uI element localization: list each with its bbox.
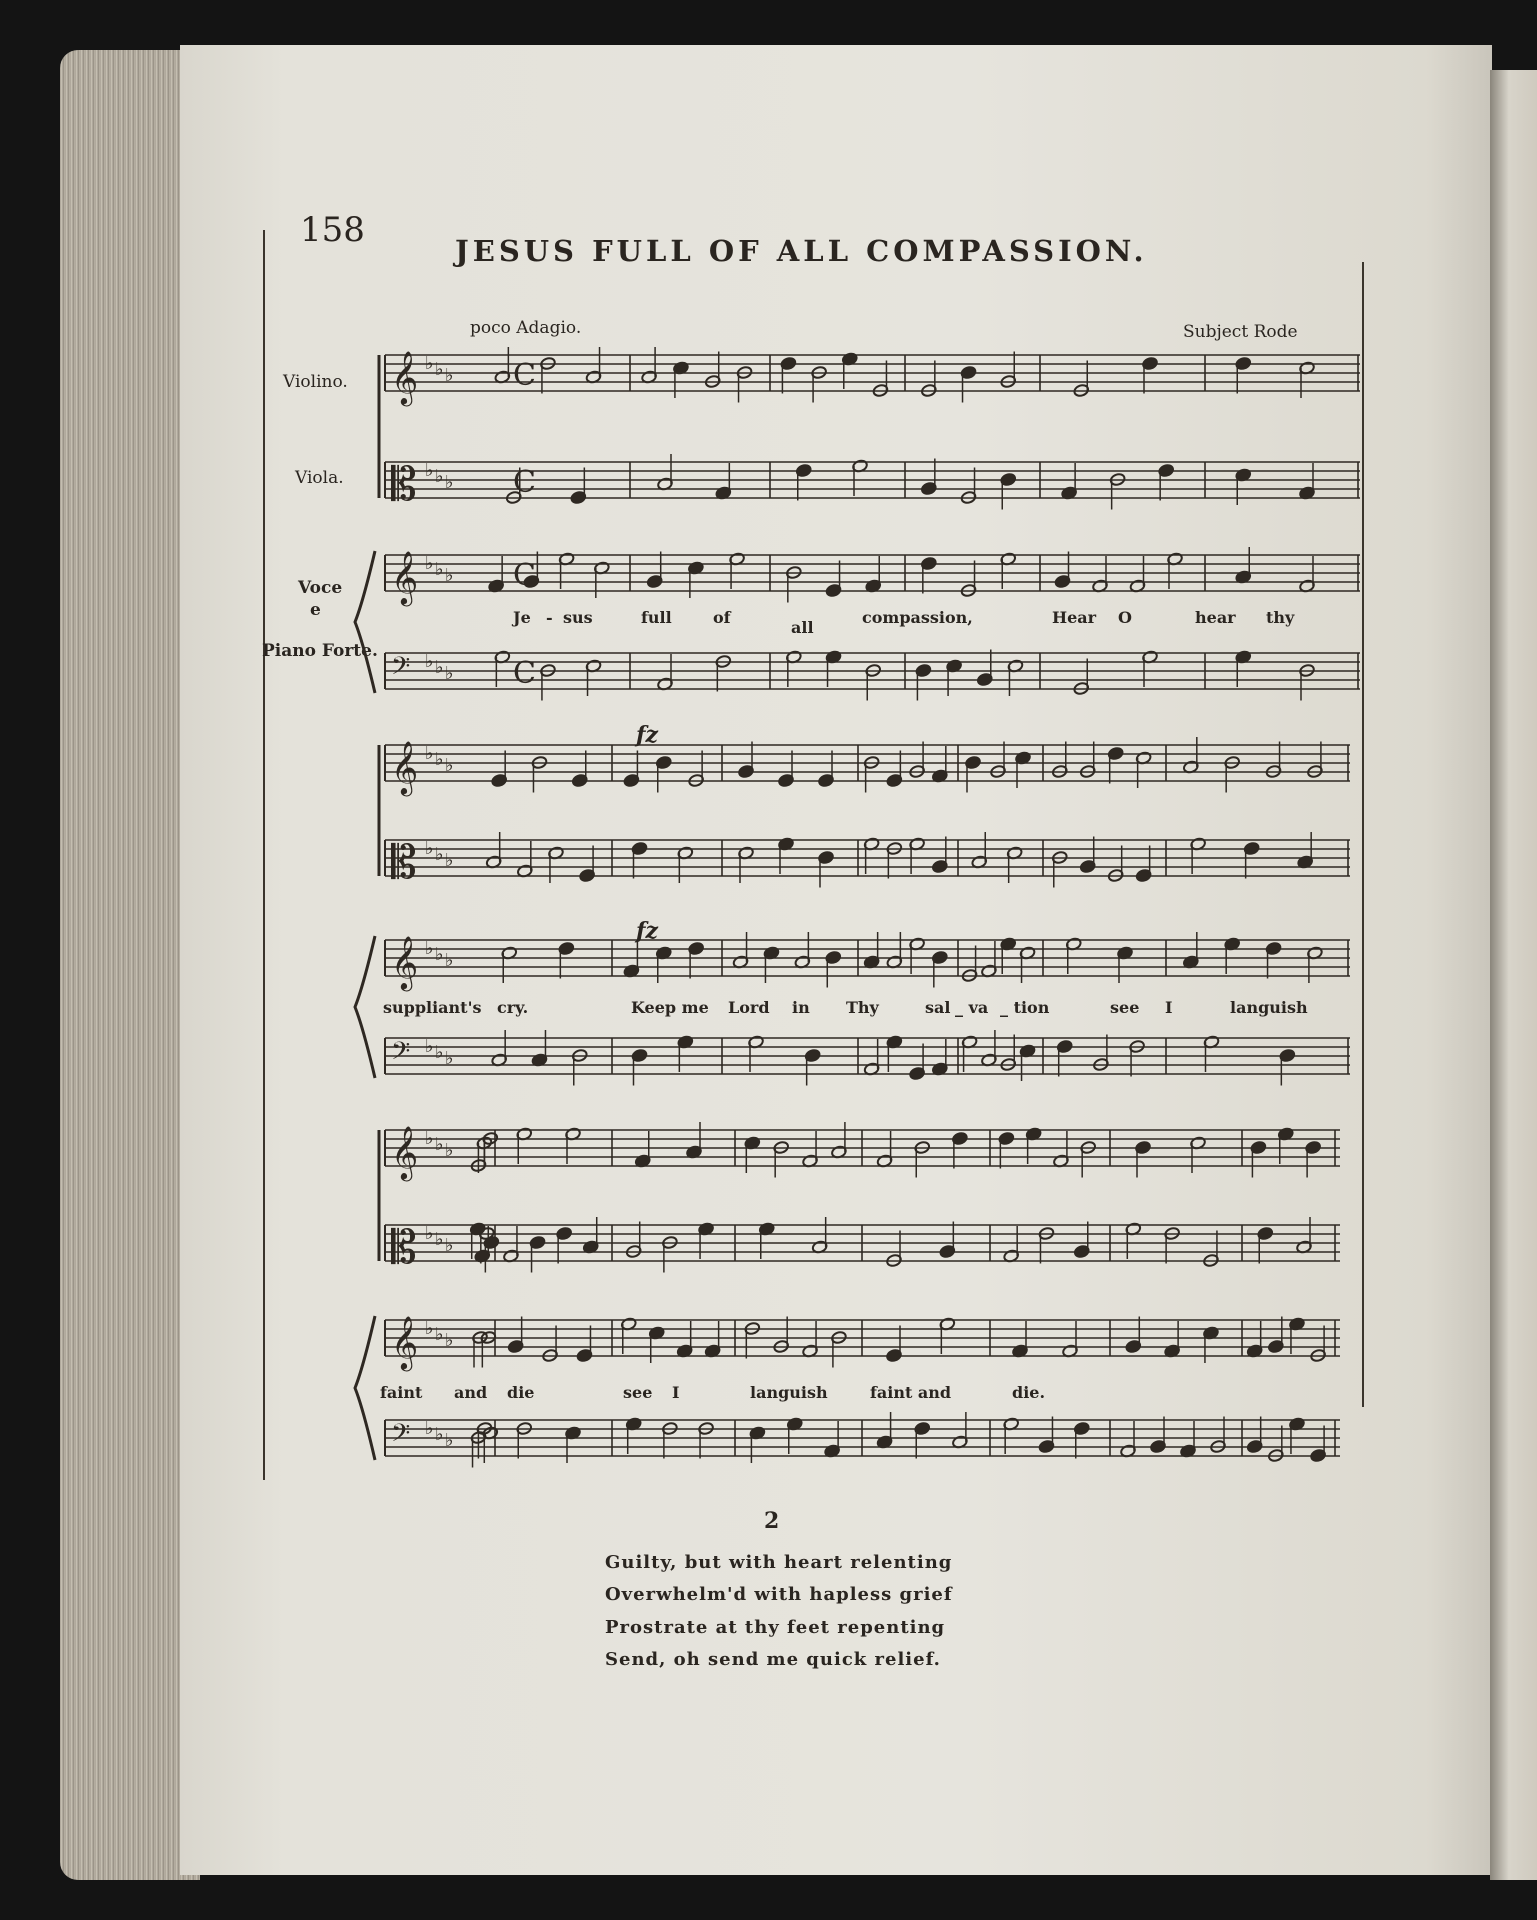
flat-icon: ♭ — [445, 755, 454, 776]
flat-icon: ♭ — [425, 743, 434, 764]
lyric: Keep me — [631, 998, 709, 1017]
lyric: Je — [513, 608, 531, 627]
flat-icon: ♭ — [445, 1140, 454, 1161]
flat-icon: ♭ — [445, 1430, 454, 1451]
lyric: compassion, — [862, 608, 973, 627]
part-label-piano-forte: Piano Forte. — [262, 641, 378, 661]
alto-clef-icon: 𝄡 — [391, 835, 417, 889]
verse-line: Send, oh send me quick relief. — [605, 1649, 941, 1670]
flat-icon: ♭ — [445, 663, 454, 684]
subject-credit: Subject Rode — [1183, 322, 1298, 342]
flat-icon: ♭ — [425, 353, 434, 374]
flat-icon: ♭ — [425, 1223, 434, 1244]
part-label-voce: Voce — [298, 578, 343, 598]
lyric: Thy — [846, 998, 879, 1017]
lyric: languish — [750, 1383, 828, 1402]
verse-line: Overwhelm'd with hapless grief — [605, 1584, 953, 1605]
flat-icon: ♭ — [445, 472, 454, 493]
flat-icon: ♭ — [435, 1424, 444, 1445]
lyric: hear — [1195, 608, 1236, 627]
part-label-viola: Viola. — [295, 468, 344, 488]
lyric: Lord — [728, 998, 770, 1017]
lyric: languish — [1230, 998, 1308, 1017]
lyric: - — [546, 608, 553, 627]
flat-icon: ♭ — [425, 1128, 434, 1149]
flat-icon: ♭ — [435, 1134, 444, 1155]
lyric: see — [623, 1383, 653, 1402]
treble-clef-icon: 𝄞 — [391, 740, 419, 794]
verse-number: 2 — [764, 1508, 780, 1534]
lyric: all — [791, 618, 814, 637]
lyric: I — [1165, 998, 1173, 1017]
flat-icon: ♭ — [435, 844, 444, 865]
lyric: thy — [1266, 608, 1295, 627]
bass-clef-icon: 𝄢 — [391, 1037, 411, 1072]
treble-clef-icon: 𝄞 — [391, 935, 419, 989]
flat-icon: ♭ — [445, 1235, 454, 1256]
verse-line: Prostrate at thy feet repenting — [605, 1617, 946, 1638]
lyric: Hear — [1052, 608, 1097, 627]
flat-icon: ♭ — [425, 1318, 434, 1339]
dynamic-fz-voice: fz — [636, 918, 658, 944]
brace-icon — [355, 551, 375, 693]
common-time-icon: C — [513, 358, 536, 393]
flat-icon: ♭ — [435, 359, 444, 380]
bass-clef-icon: 𝄢 — [391, 652, 411, 687]
brace-icon — [355, 1316, 375, 1460]
flat-icon: ♭ — [425, 938, 434, 959]
flat-icon: ♭ — [435, 657, 444, 678]
flat-icon: ♭ — [435, 944, 444, 965]
flat-icon: ♭ — [445, 850, 454, 871]
lyric: sus — [563, 608, 593, 627]
flat-icon: ♭ — [425, 1036, 434, 1057]
lyric: die. — [1012, 1383, 1046, 1402]
common-time-icon: C — [513, 465, 536, 500]
lyric: in — [792, 998, 810, 1017]
lyric: die — [507, 1383, 535, 1402]
alto-clef-icon: 𝄡 — [391, 1220, 417, 1274]
lyric: sal — [925, 998, 951, 1017]
flat-icon: ♭ — [445, 1330, 454, 1351]
lyric: _ va — [955, 998, 989, 1017]
flat-icon: ♭ — [445, 565, 454, 586]
flat-icon: ♭ — [435, 1042, 444, 1063]
common-time-icon: C — [513, 558, 536, 593]
bass-clef-icon: 𝄢 — [391, 1419, 411, 1454]
flat-icon: ♭ — [445, 950, 454, 971]
lyric: faint — [380, 1383, 423, 1402]
brace-icon — [355, 936, 375, 1078]
part-label-violino: Violino. — [283, 372, 348, 392]
lyric: and — [454, 1383, 488, 1402]
lyric: I — [672, 1383, 680, 1402]
alto-clef-icon: 𝄡 — [391, 457, 417, 511]
lyric: of — [713, 608, 731, 627]
page-number: 158 — [300, 210, 365, 250]
lyric: cry. — [497, 998, 529, 1017]
lyric: O — [1118, 608, 1132, 627]
part-label-e: e — [310, 600, 321, 620]
lyric: suppliant's — [383, 998, 482, 1017]
song-title: JESUS FULL OF ALL COMPASSION. — [455, 234, 1148, 268]
lyric: see — [1110, 998, 1140, 1017]
flat-icon: ♭ — [425, 1418, 434, 1439]
tempo-marking: poco Adagio. — [470, 318, 582, 338]
dynamic-fz-violin: fz — [636, 722, 658, 748]
common-time-icon: C — [513, 656, 536, 691]
flat-icon: ♭ — [445, 365, 454, 386]
lyric: faint and — [870, 1383, 952, 1402]
flat-icon: ♭ — [425, 651, 434, 672]
flat-icon: ♭ — [425, 553, 434, 574]
flat-icon: ♭ — [435, 466, 444, 487]
lyric: _ tion — [1000, 998, 1050, 1017]
verse-line: Guilty, but with heart relenting — [605, 1552, 953, 1573]
flat-icon: ♭ — [445, 1048, 454, 1069]
flat-icon: ♭ — [435, 1229, 444, 1250]
flat-icon: ♭ — [435, 749, 444, 770]
lyric: full — [641, 608, 672, 627]
flat-icon: ♭ — [435, 559, 444, 580]
flat-icon: ♭ — [425, 838, 434, 859]
treble-clef-icon: 𝄞 — [391, 1315, 419, 1369]
treble-clef-icon: 𝄞 — [391, 350, 419, 404]
treble-clef-icon: 𝄞 — [391, 1125, 419, 1179]
flat-icon: ♭ — [435, 1324, 444, 1345]
flat-icon: ♭ — [425, 460, 434, 481]
treble-clef-icon: 𝄞 — [391, 550, 419, 604]
